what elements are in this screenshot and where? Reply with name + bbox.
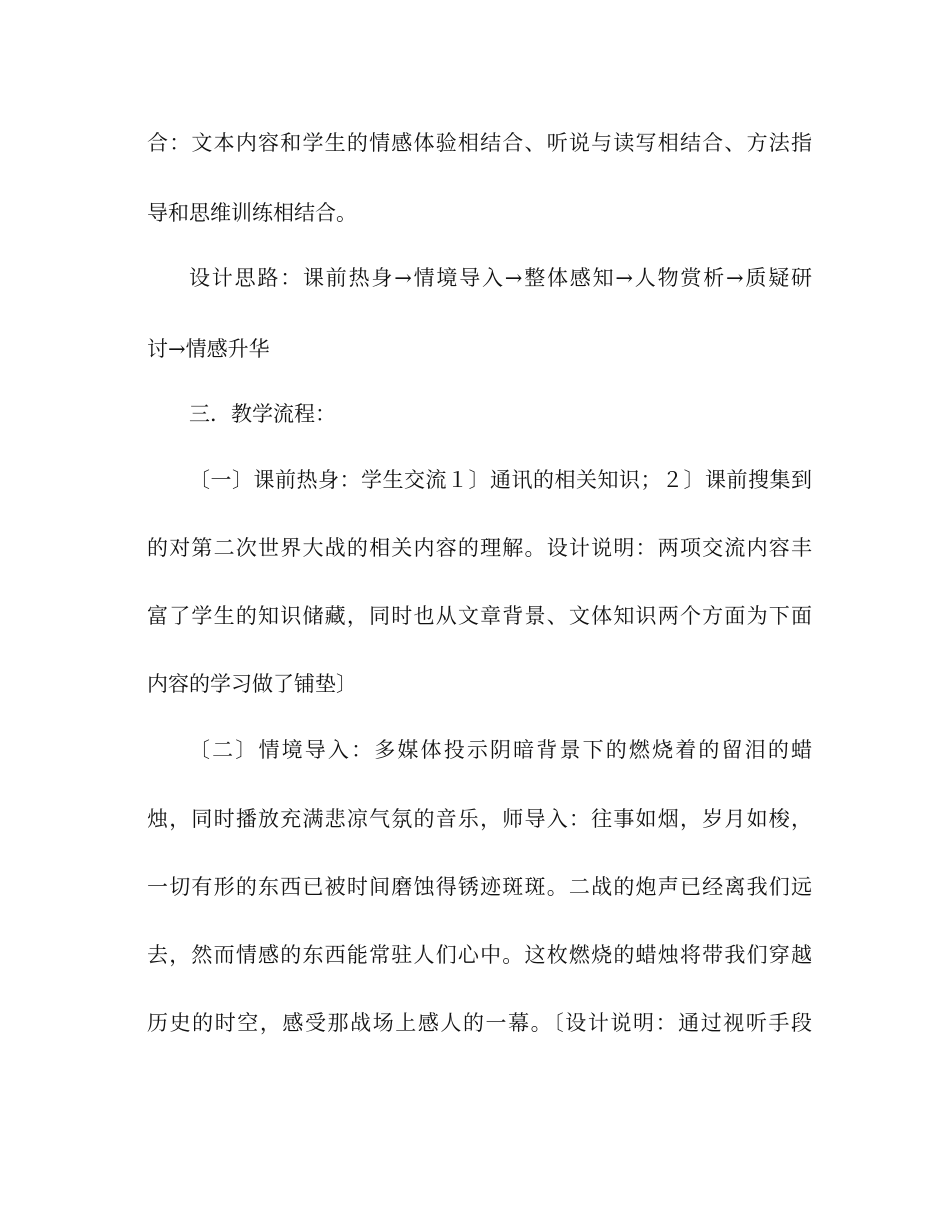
text-line-1: 合：文本内容和学生的情感体验相结合、听说与读写相结合、方法指 <box>147 131 812 155</box>
section-heading-teaching-process: 三．教学流程： <box>189 402 336 426</box>
text-line-4: 讨→情感升华 <box>147 337 270 361</box>
text-line-6: 〔一〕课前热身：学生交流１〕通讯的相关知识；２〕课前搜集到 <box>189 468 812 492</box>
text-line-3: 设计思路：课前热身→情境导入→整体感知→人物赏析→质疑研 <box>189 266 812 290</box>
text-line-14: 历史的时空，感受那战场上感人的一幕。〔设计说明：通过视听手段 <box>147 1011 812 1035</box>
text-line-7: 的对第二次世界大战的相关内容的理解。设计说明：两项交流内容丰 <box>147 536 812 560</box>
text-line-2: 导和思维训练相结合。 <box>147 201 357 225</box>
text-line-11: 烛，同时播放充满悲凉气氛的音乐，师导入：往事如烟，岁月如梭， <box>147 807 812 831</box>
text-line-12: 一切有形的东西已被时间磨蚀得锈迹斑斑。二战的炮声已经离我们远 <box>147 875 812 899</box>
text-line-8: 富了学生的知识储藏，同时也从文章背景、文体知识两个方面为下面 <box>147 604 812 628</box>
text-line-9: 内容的学习做了铺垫〕 <box>147 672 357 696</box>
text-line-13: 去，然而情感的东西能常驻人们心中。这枚燃烧的蜡烛将带我们穿越 <box>147 943 812 967</box>
text-line-10: 〔二〕情境导入：多媒体投示阴暗背景下的燃烧着的留泪的蜡 <box>189 738 812 762</box>
